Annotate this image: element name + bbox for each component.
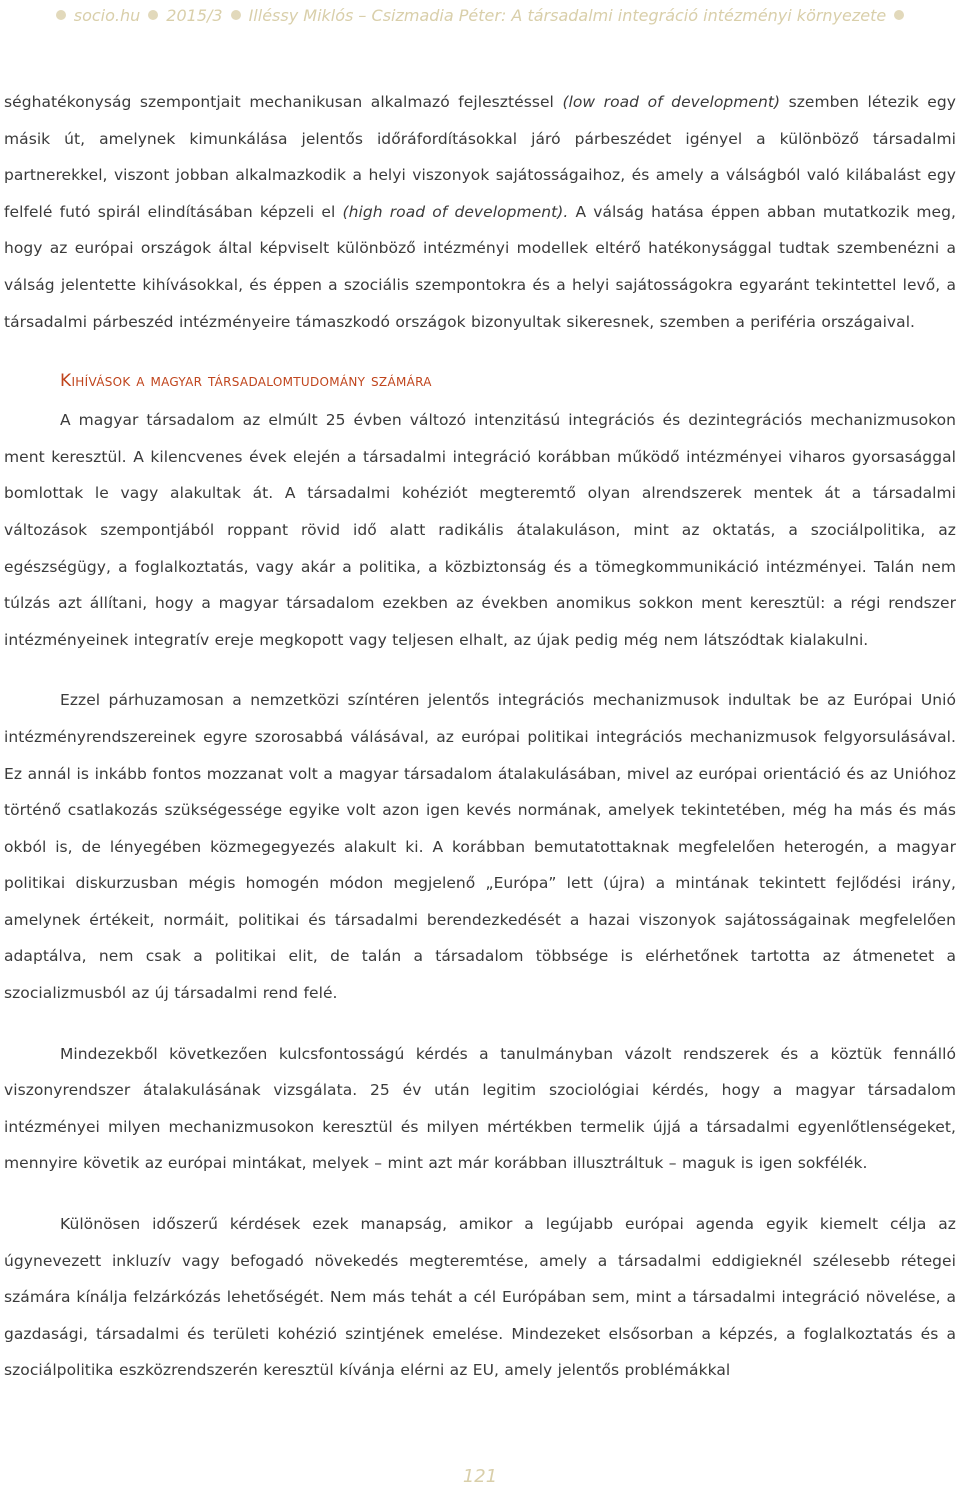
paragraph: Mindezekből következően kulcsfontosságú kérdés a tanulmányban vázolt rendszerek és a köztük fennálló viszonyrendszer átalakulásának vizsgálata. 25 év után legitim szociológiai kérdés, hogy a magyar társadalom intézményei milyen mechanizmusokon keresztül és milyen mértékben termelik újjá a társadalmi egyenlőtlenségeket, mennyire követik az európai mintákat, melyek – mint azt már korábban illusztráltuk – maguk is igen sokfélék. [4, 1044, 956, 1173]
article-body [4, 84, 956, 1389]
italic-term: (high road of development). [342, 202, 569, 221]
bullet-dot-icon [894, 10, 904, 20]
running-header [0, 4, 960, 28]
paragraph: Különösen időszerű kérdések ezek manapság, amikor a legújabb európai agenda egyik kiemelt célja az úgynevezett inkluzív vagy befogadó növekedés megteremtése, amely a társadalmi eddigieknél szélesebb rétegei számára kínálja felzárkózás lehetőségét. Nem más tehát a cél Európában sem, mint a társadalmi integráció növelése, a gazdasági, társadalmi és területi kohézió szintjének emelése. Mindezeket elsősorban a képzés, a foglalkoztatás és a szociálpolitika eszközrendszerén keresztül kívánja elérni az EU, amely jelentős problémákkal [4, 1215, 956, 1380]
paragraph-continued [4, 84, 956, 340]
paragraph: A magyar társadalom az elmúlt 25 évben változó intenzitású integrációs és dezintegrációs mechanizmusokon ment keresztül. A kilencvenes évek elején a társadalmi integráció korábban működő intézményei viharos gyorsasággal bomlottak le vagy alakultak át. A társadalmi kohéziót megteremtő olyan alrendszerek mentek át a társadalmi változások szempontjából roppant rövid idő alatt radikális átalakuláson, mint az oktatás, a szociálpolitika, az egészségügy, a foglalkoztatás, vagy akár a politika, a közbiztonság és a tömegkommunikáció intézményei. Talán nem túlzás azt állítani, hogy a magyar társadalom ezekben az években anomikus sokkon ment keresztül: a régi rendszer intézményeinek integratív ereje megkopott vagy teljesen elhalt, az újak pedig még nem látszódtak kialakulni. [4, 411, 956, 649]
header-article: Illéssy Miklós – Csizmadia Péter: A társadalmi integráció intézményi környezete [248, 6, 887, 25]
paragraph-text: A válság hatása éppen abban mutatkozik meg, hogy az európai országok által képviselt különböző intézményi modellek eltérő hatékonysággal tudtak szembenézni a válság jelentette kihívásokkal, és éppen a szociális szempontokra és a helyi sajátosságokra egyaránt tekintettel levő, a társadalmi párbeszéd intézményeire támaszkodó országok bizonyultak sikeresnek, szemben a periféria országaival. [4, 202, 956, 331]
bullet-dot-icon [56, 10, 66, 20]
paragraph-text: szemben létezik egy másik út, amelynek kimunkálása jelentős időráfordításokkal járó párbeszédet igényel a különböző társadalmi partnerekkel, viszont jobban alkalmazkodik a helyi viszonyok sajátosságaihoz, és amely a válságból való kilábalást egy felfelé futó spirál elindításában képzeli el [4, 93, 956, 221]
paragraph: Ezzel párhuzamosan a nemzetközi színtéren jelentős integrációs mechanizmusok indultak be az Európai Unió intézményrendszereinek egyre szorosabbá válásával, az európai politikai integrációs mechanizmusok felgyorsulásával. Ez annál is inkább fontos mozzanat volt a magyar társadalom átalakulásában, mivel az európai orientáció és az Unióhoz történő csatlakozás szükségessége egyike volt azon igen kevés normának, amelyek tekintetében, még ha más és más okból is, de lényegében közmegegyezés alakult ki. A korábban bemutatottaknak megfelelően heterogén, a magyar politikai diskurzusban mégis homogén módon megjelenő „Európa” lett (újra) a mintának tekintett fejlődési irány, amelynek értékeit, normáit, politikai és társadalmi berendezkedését a hazai viszonyok sajátosságainak megfelelően adaptálva, nem csak a politikai elit, de talán a társadalom többsége is elérhetőnek tartotta az átmenetet a szocializmusból az új társadalmi rend felé. [4, 691, 956, 1003]
header-site: socio.hu [73, 6, 141, 25]
section-title: Kihívások a magyar társadalomtudomány számára [60, 371, 432, 392]
italic-term: (low road of development) [562, 93, 781, 111]
paragraph-text: séghatékonyság szempontjait mechanikusan alkalmazó fejlesztéssel [4, 93, 563, 111]
header-issue: 2015/3 [166, 6, 223, 25]
bullet-dot-icon [148, 10, 158, 20]
page-number: 121 [462, 1466, 498, 1487]
bullet-dot-icon [231, 10, 241, 20]
